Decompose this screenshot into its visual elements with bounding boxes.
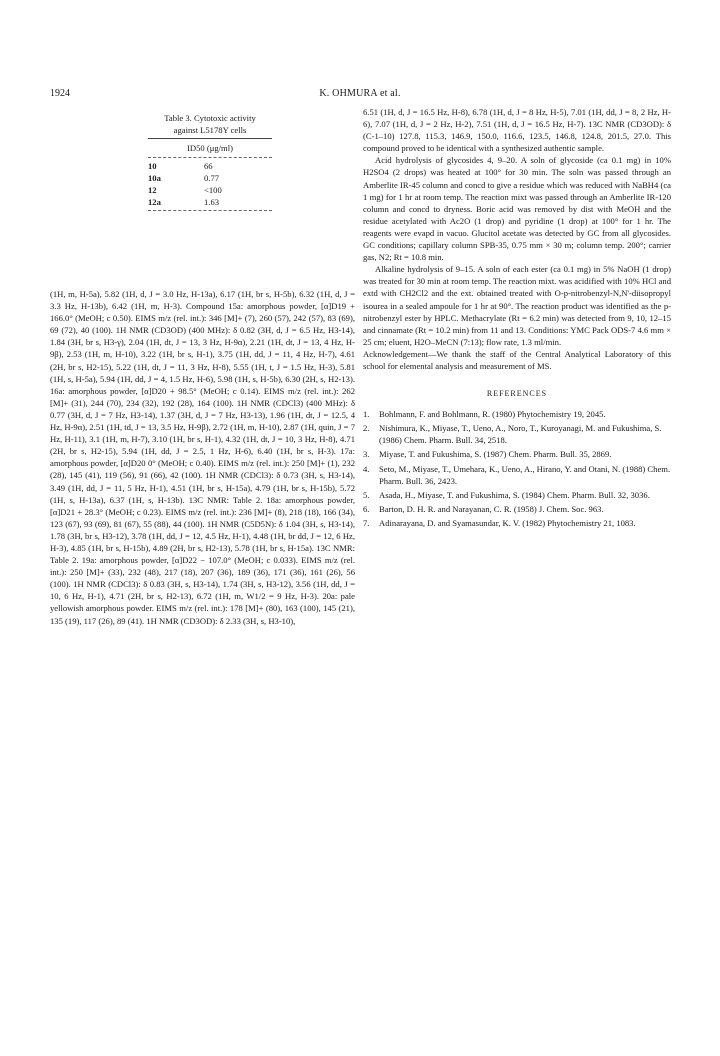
table-cell-value: 0.77 — [204, 173, 220, 183]
table-cell-compound: 10a — [148, 173, 161, 183]
reference-item — [363, 408, 671, 420]
reference-number: 3. — [363, 449, 370, 460]
table-bottom-rule — [148, 210, 272, 211]
table-cell-value: 66 — [204, 161, 213, 171]
table-column-header: ID50 (μg/ml) — [187, 143, 233, 153]
reference-number: 6. — [363, 503, 370, 514]
acid-hydrolysis-paragraph: Acid hydrolysis of glycosides 4, 9–20. A soln of glycoside (ca 0.1 mg) in 10% H2SO4 (2 drops) was heated at 100° for 30 min. The soln was passed through an Amberlite IR-45 column and concd to give a residue which was reduced with NaBH4 (ca 1 mg) for 1 hr at room temp. The reaction mixt was passed through an Amberlite IR-120 column and concd to dryness. Boric acid was removed by dist with MeOH and the residue acetylated with Ac2O (1 drop) and pyridine (1 drop) at 100° for 1 hr. The reagents were evapd in vacuo. Glucitol acetate was detected by GC from all glycosides. GC conditions; capillary column SPB-35, 0.75 mm × 30 m; column temp. 200°; carrier gas, N2; Rt = 10.8 min. — [363, 155, 671, 263]
table-row — [148, 196, 272, 208]
table-cell-value: 1.63 — [204, 197, 220, 207]
reference-item — [363, 448, 671, 460]
table-caption-line-2: against L5178Y cells — [173, 125, 247, 135]
table-top-rule — [148, 138, 272, 139]
table-cell-compound: 10 — [148, 161, 157, 171]
reference-number: 7. — [363, 517, 370, 528]
running-head: K. OHMURA et al. — [319, 88, 401, 99]
right-column — [363, 106, 671, 531]
reference-item — [363, 489, 671, 501]
table-row — [148, 172, 272, 184]
references-heading: REFERENCES — [486, 389, 548, 399]
left-column — [50, 288, 355, 627]
alkaline-hydrolysis-paragraph: Alkaline hydrolysis of 9–15. A soln of each ester (ca 0.1 mg) in 5% NaOH (1 drop) was treated for 30 min at room temp. The reaction mixt. was acidified with 10% HCl and extd with CH2Cl2 and the ext. obtained treated with O-p-nitrobenzyl-N,N'-diisopropyl isourea in a sealed ampoule for 1 hr at 90°. The reaction product was identified as the p-nitrobenzyl ester by HPLC. Methacrylate (Rt = 6.2 min) was detected from 9, 10, 12–15 and cinnamate (Rt = 10.2 min) from 11 and 13. Conditions: YMC Pack ODS-7 4.6 mm × 25 cm; eluent, H2O–MeCN (7:13); flow rate, 1.3 ml/min. — [363, 264, 671, 347]
table-row — [148, 184, 272, 196]
spectral-data-paragraph: 6.51 (1H, d, J = 16.5 Hz, H-8), 6.78 (1H, d, J = 8 Hz, H-5), 7.01 (1H, dd, J = 8, 2 Hz, H-6), 7.07 (1H, d, J = 2 Hz, H-2), 7.51 (1H, d, J = 16.5 Hz, H-7). 13C NMR (CD3OD): δ (C-1–10) 127.8, 115.3, 146.9, 150.0, 116.6, 123.5, 146.8, 124.8, 201.5, 27.0. This compound proved to be identical with a synthesized authentic sample. — [363, 107, 671, 154]
reference-text: Asada, H., Miyase, T. and Fukushima, S. (1984) Chem. Pharm. Bull. 32, 3036. — [379, 489, 650, 500]
reference-text: Nishimura, K., Miyase, T., Ueno, A., Noro, T., Kuroyanagi, M. and Fukushima, S. (1986) Chem. Pharm. Bull. 34, 2518. — [379, 423, 662, 446]
table-header-rule — [148, 157, 272, 158]
experimental-data-paragraph: (1H, m, H-5a), 5.82 (1H, d, J = 3.0 Hz, H-13a), 6.17 (1H, br s, H-5b), 6.32 (1H, d, J = 3.3 Hz, H-13b), 6.42 (1H, m, H-3). Compound 15a: amorphous powder, [α]D19 + 166.0° (MeOH; c 0.50). EIMS m/z (rel. int.): 346 [M]+ (7), 260 (57), 242 (57), 83 (69), 69 (72), 40 (100). 1H NMR (CD3OD) (400 MHz): δ 0.82 (3H, d, J = 6.5 Hz, H3-14), 1.84 (3H, br s, H3-γ), 2.04 (1H, dt, J = 13, 3 Hz, H-9α), 2.21 (1H, dt, J = 13, 4 Hz, H-9β), 2.53 (1H, m, H-10), 3.22 (1H, br s, H-1), 3.75 (1H, dd, J = 11, 4 Hz, H-7), 4.61 (2H, br s, H2-15), 5.22 (1H, dt, J = 11, 3 Hz, H-8), 5.55 (1H, t, J = 1.5 Hz, H-3), 5.81 (1H, s, H-5a), 5.94 (1H, dd, J = 4, 1.5 Hz, H-6), 5.98 (1H, s, H-5b), 6.30 (2H, s, H2-13). 16a: amorphous powder, [α]D20 + 98.5° (MeOH; c 0.14). EIMS m/z (rel. int.): 262 [M]+ (31), 244 (70), 234 (32), 192 (28), 164 (100). 1H NMR (CDCl3) (400 MHz): δ 0.77 (3H, d, J = 7 Hz, H3-14), 1.37 (3H, d, J = 7 Hz, H3-13), 1.96 (1H, dt, J = 12.5, 4 Hz, H-9α), 2.51 (1H, td, J = 13, 3.5 Hz, H-9β), 2.72 (1H, m, H-10), 2.87 (1H, quin, J = 7 Hz, H-11), 3.1 (1H, m, H-7), 3.10 (1H, br s, H-1), 4.32 (1H, dt, J = 10, 3 Hz, H-8), 4.71 (2H, br s, H2-15), 5.94 (1H, dd, J = 2.5, 1 Hz, H-6), 6.40 (1H, br s, H-3). 17a: amorphous powder, [α]D20 0° (MeOH; c 0.40). EIMS m/z (rel. int.): 250 [M]+ (1), 232 (28), 145 (41), 119 (56), 91 (66), 42 (100). 1H NMR (CDCl3): δ 0.73 (3H, s, H3-14), 3.49 (1H, dd, J = 11, 5 Hz, H-1), 4.51 (1H, br s, H-15a), 4.79 (1H, br s, H-15b), 5.72 (1H, s, H-13a), 6.37 (1H, s, H-13b). 13C NMR: Table 2. 18a: amorphous powder, [α]D21 + 28.3° (MeOH; c 0.23). EIMS m/z (rel. int.): 236 [M]+ (8), 218 (18), 166 (34), 123 (67), 93 (69), 81 (67), 55 (88), 44 (100). 1H NMR (C5D5N): δ 1.04 (3H, s, H3-14), 1.78 (3H, br s, H3-12), 3.78 (1H, dd, J = 12, 4.5 Hz, H-1), 4.48 (1H, br dd, J = 12, 6 Hz, H-3), 4.85 (1H, br s, H-15b), 4.89 (2H, br s, H2-13), 5.78 (1H, br s, H-15a). 13C NMR: Table 2. 19a: amorphous powder, [α]D22 − 107.0° (MeOH; c 0.033). EIMS m/z (rel. int.): 250 [M]+ (33), 232 (48), 217 (18), 207 (36), 189 (36), 171 (36), 161 (26), 56 (100). 1H NMR (CDCl3): δ 0.83 (3H, s, H3-14), 1.74 (3H, s, H3-12), 3.56 (1H, dd, J = 10, 6 Hz, H-1), 4.71 (2H, br s, H2-13), 6.72 (1H, m, W1/2 = 9 Hz, H-3). 20a: pale yellowish amorphous powder. EIMS m/z (rel. int.): 178 [M]+ (80), 163 (100), 145 (21), 135 (19), 117 (26), 89 (41). 1H NMR (CD3OD): δ 2.33 (3H, s, H3-10), — [50, 289, 355, 626]
reference-number: 4. — [363, 463, 370, 474]
reference-text: Miyase, T. and Fukushima, S. (1987) Chem. Pharm. Bull. 35, 2869. — [379, 449, 612, 460]
reference-text: Bohlmann, F. and Bohlmann, R. (1980) Phytochemistry 19, 2045. — [379, 409, 606, 420]
table-cell-compound: 12a — [148, 197, 161, 207]
reference-text: Seto, M., Miyase, T., Umehara, K., Ueno, A., Hirano, Y. and Otani, N. (1988) Chem. Pharm. Bull. 36, 2423. — [379, 463, 671, 486]
table-cell-value: <100 — [204, 185, 222, 195]
table-caption-line-1: Table 3. Cytotoxic activity — [164, 113, 256, 123]
reference-number: 1. — [363, 409, 370, 420]
reference-number: 2. — [363, 423, 370, 434]
reference-item — [363, 463, 671, 487]
acknowledgement: Acknowledgement—We thank the staff of the Central Analytical Laboratory of this school for elemental analysis and measurement of MS. — [363, 348, 671, 371]
table-3 — [148, 112, 272, 213]
reference-item — [363, 503, 671, 515]
table-cell-compound: 12 — [148, 185, 157, 195]
reference-text: Adinarayana, D. and Syamasundar, K. V. (1982) Phytochemistry 21, 1083. — [379, 517, 636, 528]
reference-number: 5. — [363, 489, 370, 500]
reference-text: Barton, D. H. R. and Narayanan, C. R. (1958) J. Chem. Soc. 963. — [379, 503, 604, 514]
page-number: 1924 — [50, 88, 70, 99]
table-row — [148, 160, 272, 172]
reference-item — [363, 422, 671, 446]
reference-item — [363, 517, 671, 529]
references-list — [363, 408, 671, 529]
